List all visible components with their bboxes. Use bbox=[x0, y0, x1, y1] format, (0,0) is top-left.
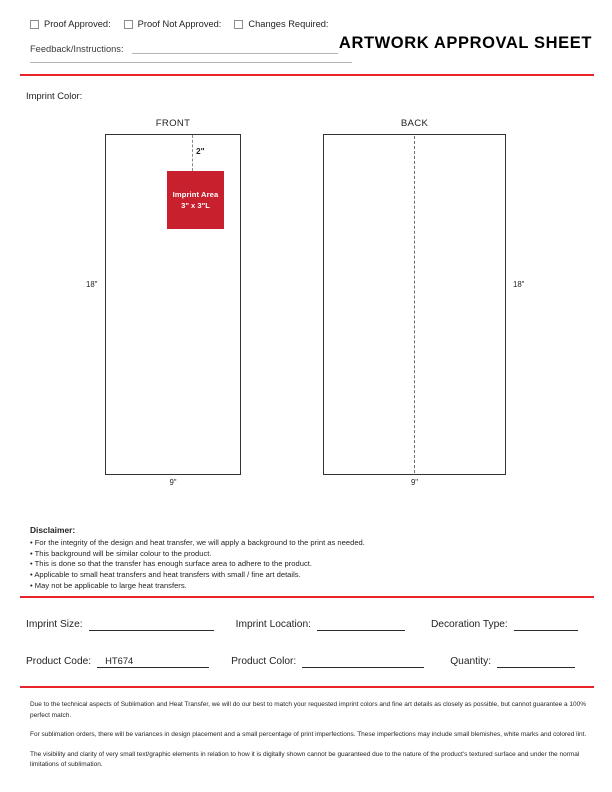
imprint-size-field bbox=[26, 617, 214, 631]
product-color-label: Product Color: bbox=[231, 656, 297, 667]
imprint-location-field bbox=[236, 617, 405, 631]
divider-middle bbox=[20, 596, 594, 598]
disclaimer-item: • Applicable to small heat transfers and heat transfers with small / fine art details. bbox=[30, 570, 301, 580]
product-code-label: Product Code: bbox=[26, 656, 92, 667]
disclaimer-title: Disclaimer: bbox=[30, 525, 76, 535]
feedback-input-line-2[interactable] bbox=[30, 62, 352, 63]
front-panel-caption: FRONT bbox=[155, 118, 191, 129]
approval-option-changes-required[interactable] bbox=[234, 19, 328, 29]
back-panel-fold-line bbox=[414, 136, 415, 473]
legal-paragraph: The visibility and clarity of very small text/graphic elements in relation to how it is digitally shown cannot be guaranteed due to the nature of the product's textured surface and under the normal limitations of sublimation. bbox=[30, 750, 580, 769]
imprint-area-dimensions: 3" x 3"L bbox=[181, 201, 210, 210]
page-title: ARTWORK APPROVAL SHEET bbox=[338, 34, 592, 52]
disclaimer-item: • This background will be similar colour to the product. bbox=[30, 548, 212, 558]
approval-options bbox=[30, 19, 342, 29]
feedback-field bbox=[30, 44, 338, 54]
legal-footer bbox=[30, 700, 596, 780]
divider-bottom bbox=[20, 686, 594, 688]
product-color-input[interactable] bbox=[302, 654, 424, 668]
feedback-label: Feedback/Instructions: bbox=[30, 44, 124, 54]
product-code-value: HT674 bbox=[105, 655, 134, 666]
approval-option-label: Changes Required: bbox=[248, 19, 329, 29]
feedback-input-line-1[interactable] bbox=[132, 44, 338, 54]
disclaimer-item: • May not be applicable to large heat transfers. bbox=[30, 581, 187, 591]
decoration-type-field bbox=[431, 617, 578, 631]
front-panel-placement-guide-line bbox=[192, 135, 193, 171]
form-row-product bbox=[26, 654, 594, 668]
imprint-location-input[interactable] bbox=[317, 617, 405, 631]
decoration-type-label: Decoration Type: bbox=[430, 619, 508, 630]
disclaimer-item: • This is done so that the transfer has enough surface area to adhere to the product. bbox=[30, 559, 312, 569]
legal-paragraph: For sublimation orders, there will be variances in design placement and a small percentage of print imperfections. These imperfections may include small blemishes, white marks and colored lint. bbox=[30, 731, 587, 739]
legal-paragraph: Due to the technical aspects of Sublimation and Heat Transfer, we will do our best to match your requested imprint colors and fine art details as closely as possible, but cannot guarantee a 100% perfect match. bbox=[30, 701, 587, 719]
approval-option-label: Proof Approved: bbox=[44, 19, 111, 29]
imprint-area-box bbox=[167, 171, 224, 229]
imprint-color-label: Imprint Color: bbox=[26, 90, 83, 101]
imprint-area-title: Imprint Area bbox=[172, 190, 219, 199]
imprint-size-input[interactable] bbox=[89, 617, 214, 631]
approval-option-label: Proof Not Approved: bbox=[137, 19, 222, 29]
front-panel-top-offset-label: 2" bbox=[196, 146, 205, 156]
product-color-field bbox=[231, 654, 424, 668]
decoration-type-input[interactable] bbox=[514, 617, 578, 631]
front-panel-height-label: 18" bbox=[86, 280, 98, 289]
back-panel-width-label: 9" bbox=[410, 478, 419, 487]
checkbox-proof-approved[interactable] bbox=[30, 20, 39, 29]
product-code-field bbox=[26, 654, 209, 668]
form-row-specs bbox=[26, 617, 594, 631]
front-panel-width-label: 9" bbox=[169, 478, 177, 487]
back-panel-height-label: 18" bbox=[513, 280, 525, 289]
imprint-location-label: Imprint Location: bbox=[235, 619, 311, 630]
divider-top bbox=[20, 74, 594, 76]
disclaimer-item: • For the integrity of the design and heat transfer, we will apply a background to the print as needed. bbox=[30, 537, 365, 547]
approval-option-proof-approved[interactable] bbox=[30, 19, 111, 29]
quantity-label: Quantity: bbox=[450, 656, 492, 667]
disclaimer-list bbox=[30, 538, 365, 592]
imprint-size-label: Imprint Size: bbox=[26, 619, 83, 630]
quantity-field bbox=[450, 654, 575, 668]
quantity-input[interactable] bbox=[497, 654, 575, 668]
back-panel-caption: BACK bbox=[400, 118, 429, 129]
checkbox-changes-required[interactable] bbox=[234, 20, 243, 29]
disclaimer-section bbox=[30, 525, 365, 592]
product-code-input[interactable] bbox=[97, 654, 209, 668]
approval-option-proof-not-approved[interactable] bbox=[124, 19, 222, 29]
checkbox-proof-not-approved[interactable] bbox=[124, 20, 133, 29]
